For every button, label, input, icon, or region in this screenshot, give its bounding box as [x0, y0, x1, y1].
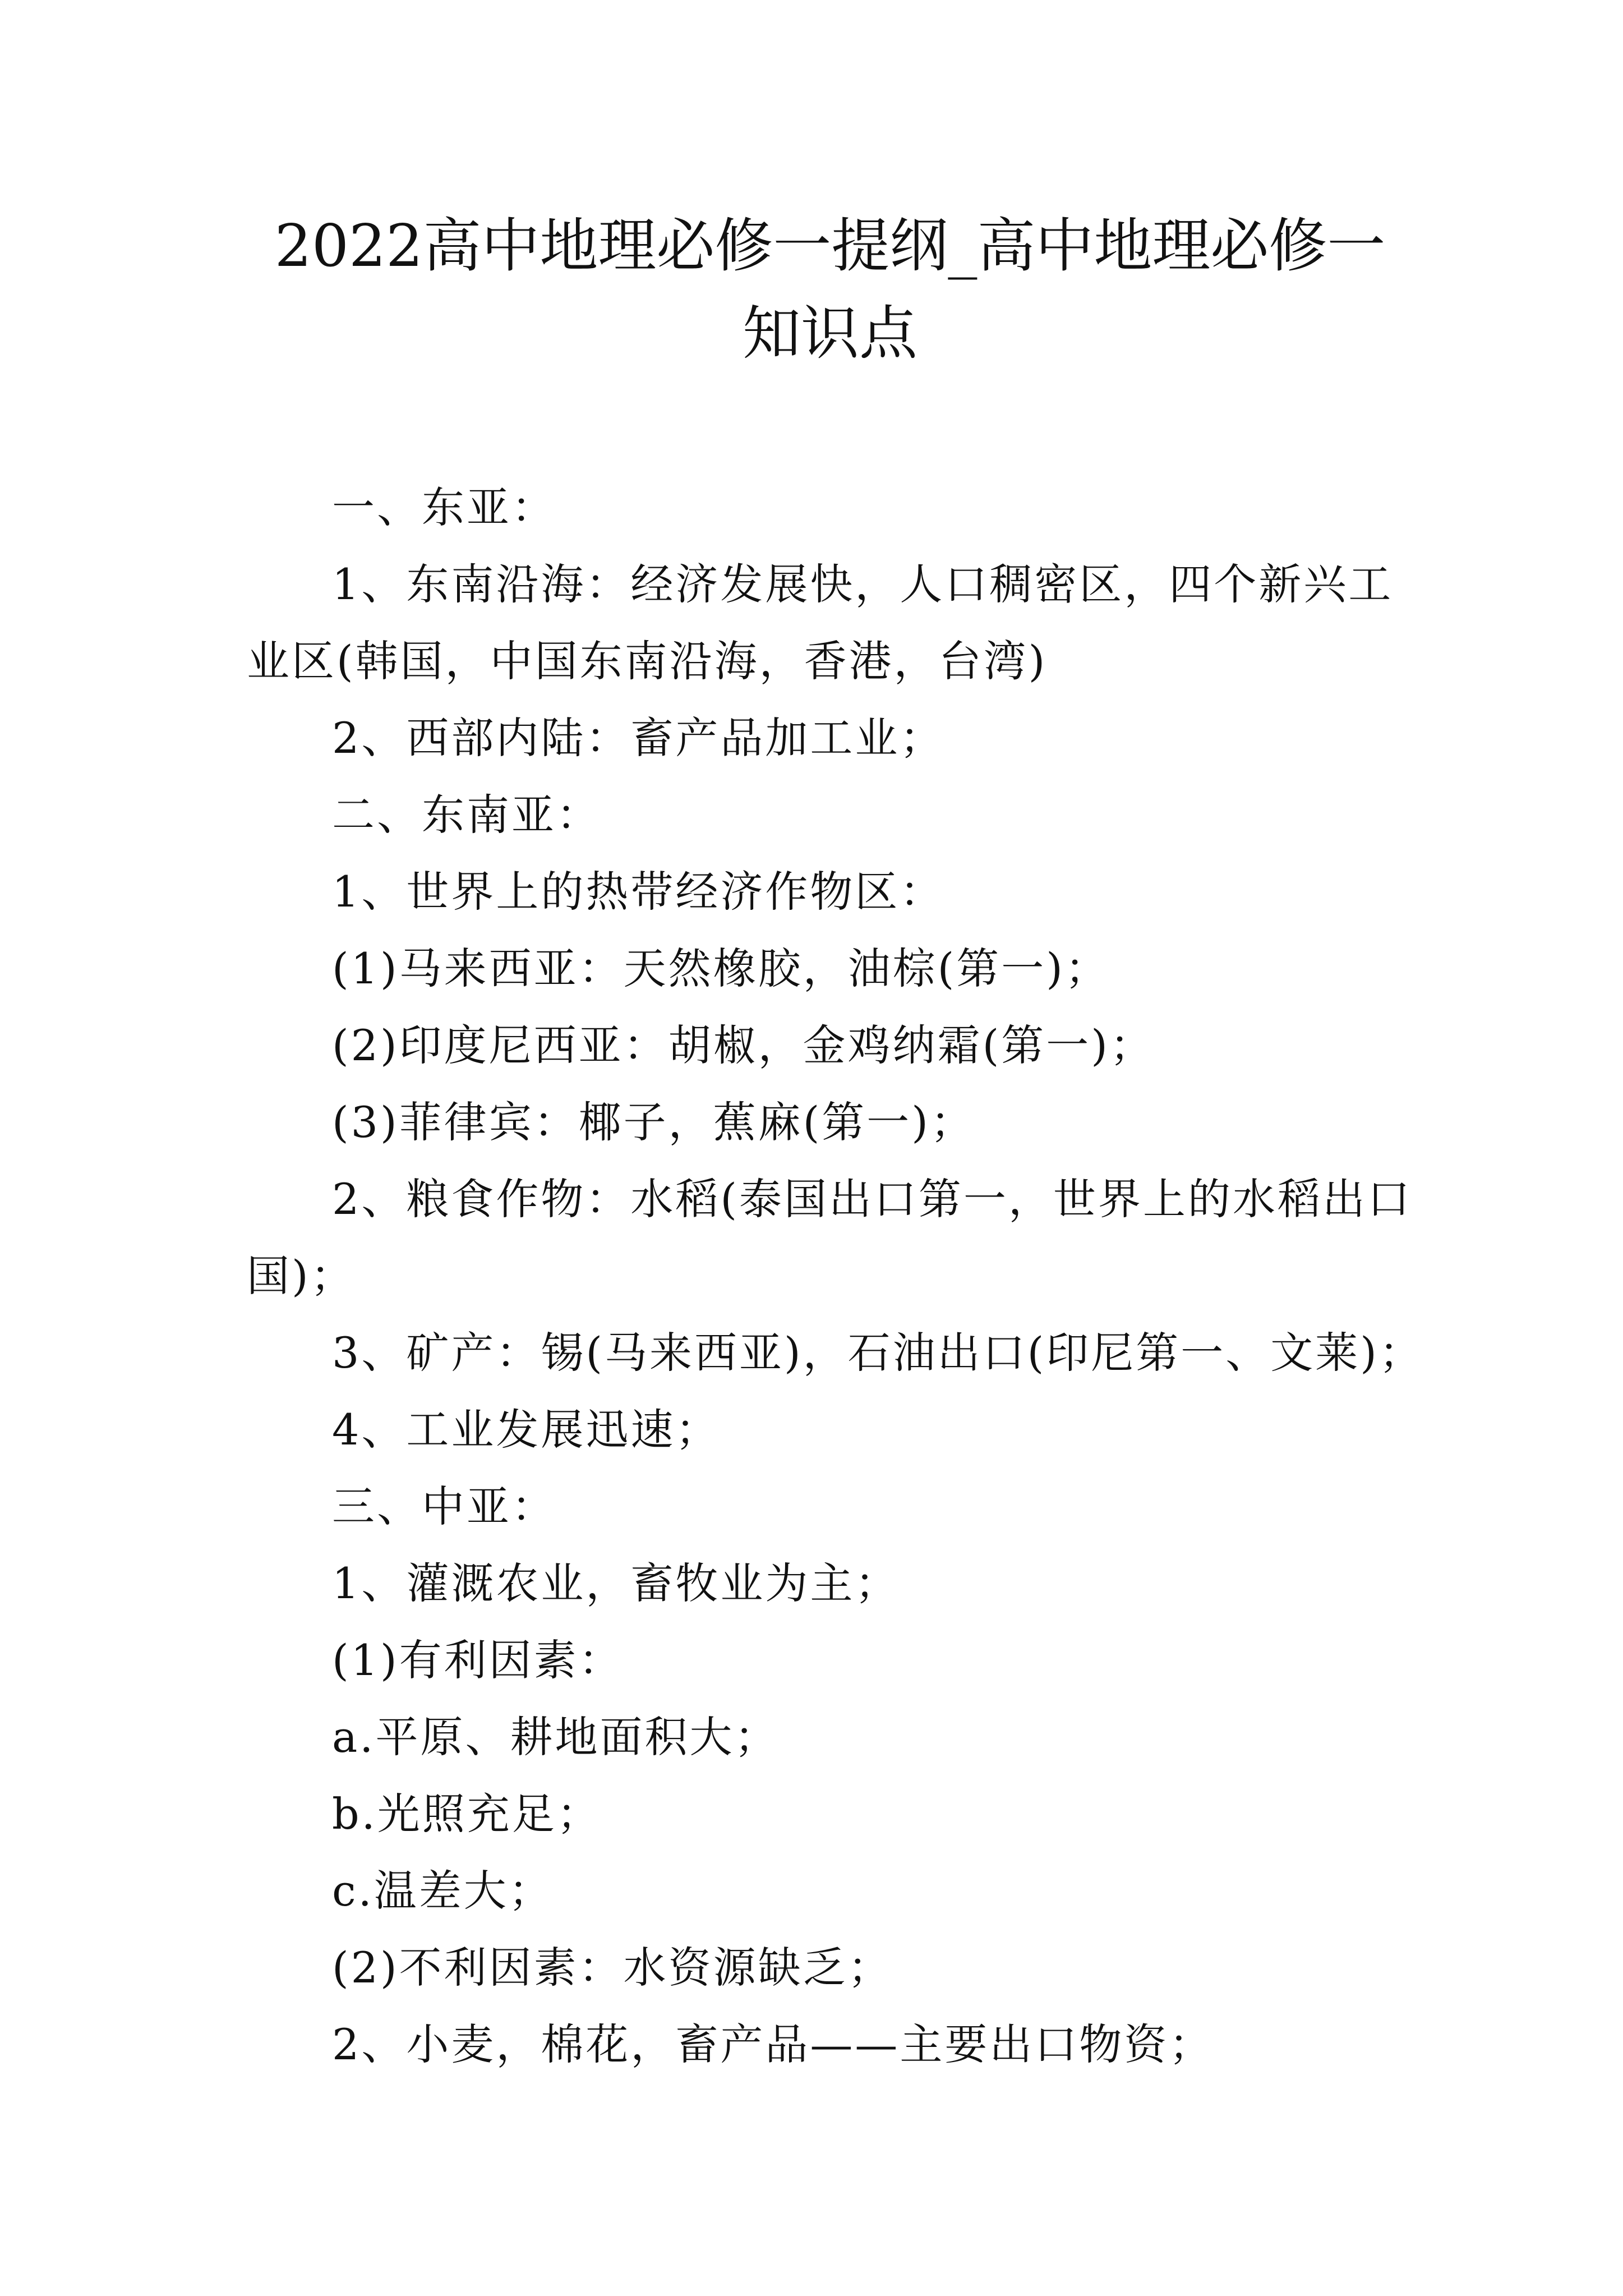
paragraph: b.光照充足； [332, 1789, 602, 1839]
paragraph: 4、工业发展迅速； [332, 1405, 721, 1455]
document-title: 2022高中地理必修一提纲_高中地理必修一知识点 [274, 211, 1386, 367]
paragraph: 1、东南沿海：经济发展快，人口稠密区，四个新兴工业区(韩国，中国东南沿海，香港，台湾) [247, 559, 1394, 686]
paragraph: 1、世界上的热带经济作物区： [332, 867, 945, 917]
paragraph: (1)马来西亚：天然橡胶，油棕(第一)； [332, 944, 1110, 993]
paragraph: c.温差大； [332, 1866, 554, 1916]
paragraph: (3)菲律宾：椰子，蕉麻(第一)； [332, 1097, 975, 1147]
paragraph: 一、东亚： [332, 482, 556, 532]
paragraph: 2、小麦，棉花，畜产品——主要出口物资； [332, 2019, 1214, 2069]
paragraph: 三、中亚： [332, 1481, 556, 1531]
paragraph: 2、西部内陆：畜产品加工业； [332, 713, 945, 763]
paragraph: 1、灌溉农业，畜牧业为主； [332, 1558, 900, 1608]
paragraph: (2)不利因素：水资源缺乏； [332, 1943, 893, 1993]
document-body [247, 469, 1424, 2083]
paragraph: 3、矿产：锡(马来西亚)，石油出口(印尼第一、文莱)； [332, 1328, 1424, 1378]
paragraph: a.平原、耕地面积大； [332, 1712, 780, 1762]
paragraph: (1)有利因素： [332, 1635, 624, 1685]
paragraph: 2、粮食作物：水稻(泰国出口第一，世界上的水稻出口国)； [247, 1174, 1413, 1301]
paragraph: 二、东南亚： [332, 790, 601, 840]
paragraph: (2)印度尼西亚：胡椒，金鸡纳霜(第一)； [332, 1020, 1155, 1070]
